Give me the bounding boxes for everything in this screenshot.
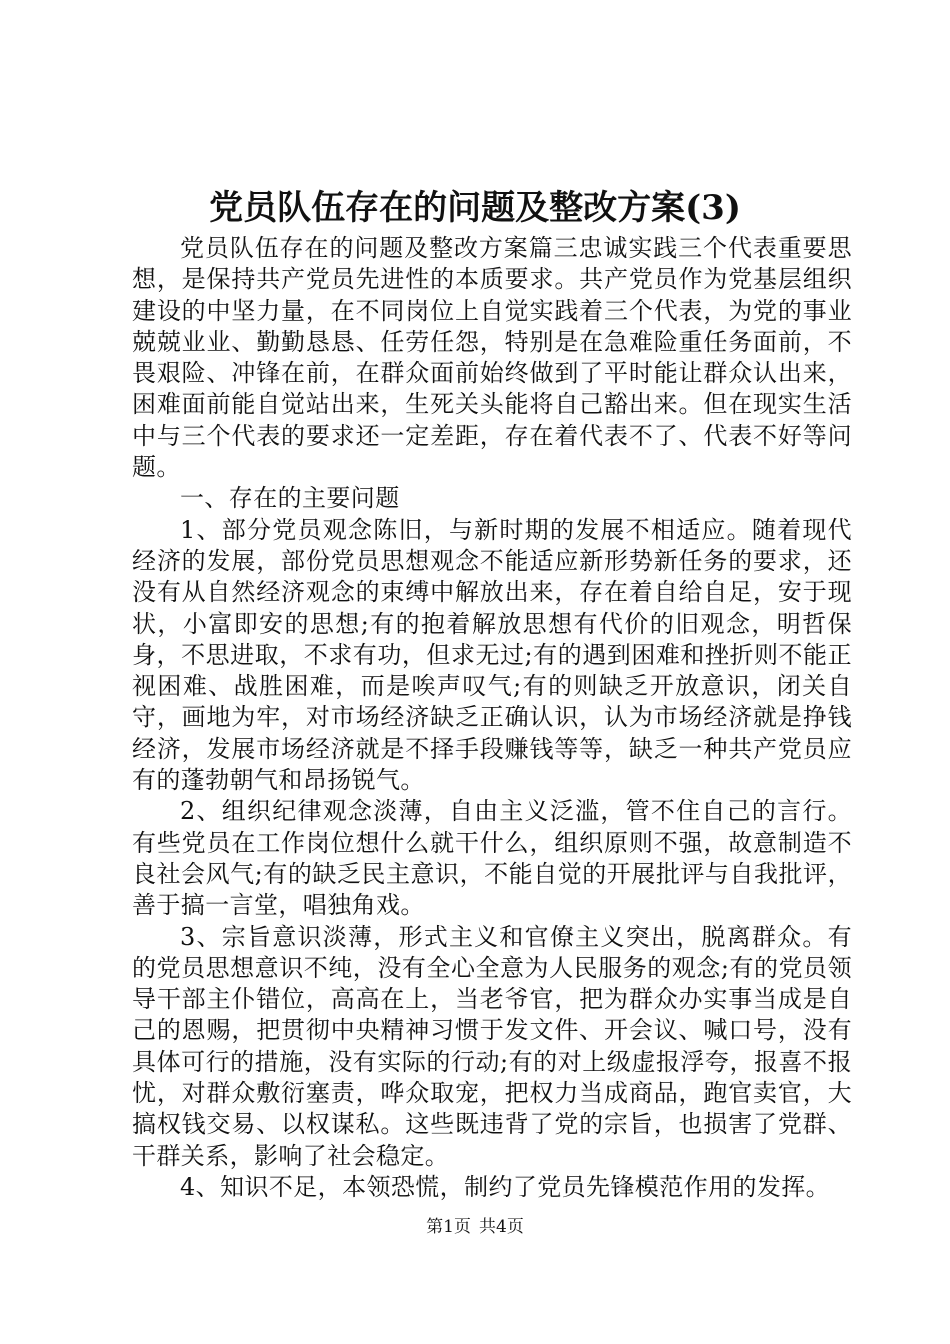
document-title: 党员队伍存在的问题及整改方案(3) (209, 188, 741, 228)
section-heading: 一、存在的主要问题 (180, 484, 400, 513)
paragraph-item-2: 2、组织纪律观念淡薄，自由主义泛滥，管不住自己的言行。有些党员在工作岗位想什么就干什么，组织原则不强，故意制造不良社会风气;有的缺乏民主意识，不能自觉的开展批评与自我批评，善于搞一言堂，唱独角戏。 (132, 797, 852, 920)
page-total: 共4页 (479, 1217, 524, 1237)
paragraph-intro: 党员队伍存在的问题及整改方案篇三忠诚实践三个代表重要思想，是保持共产党员先进性的本质要求。共产党员作为党基层组织建设的中坚力量，在不同岗位上自觉实践着三个代表，为党的事业兢兢业业、勤勤恳恳、任劳任怨，特别是在急难险重任务面前，不畏艰险、冲锋在前，在群众面前始终做到了平时能让群众认出来，困难面前能自觉站出来，生死关头能将自己豁出来。但在现实生活中与三个代表的要求还一定差距，存在着代表不了、代表不好等问题。 (132, 234, 852, 482)
paragraph-item-1: 1、部分党员观念陈旧，与新时期的发展不相适应。随着现代经济的发展，部份党员思想观念不能适应新形势新任务的要求，还没有从自然经济观念的束缚中解放出来，存在着自给自足，安于现状，小富即安的思想;有的抱着解放思想有代价的旧观念，明哲保身，不思进取，不求有功，但求无过;有的遇到困难和挫折则不能正视困难、战胜困难，而是唉声叹气;有的则缺乏开放意识，闭关自守，画地为牢，对市场经济缺乏正确认识，认为市场经济就是挣钱经济，发展市场经济就是不择手段赚钱等等，缺乏一种共产党员应有的蓬勃朝气和昂扬锐气。 (132, 515, 852, 795)
paragraph-item-3: 3、宗旨意识淡薄，形式主义和官僚主义突出，脱离群众。有的党员思想意识不纯，没有全心全意为人民服务的观念;有的党员领导干部主仆错位，高高在上，当老爷官，把为群众办实事当成是自己的恩赐，把贯彻中央精神习惯于发文件、开会议、喊口号，没有具体可行的措施，没有实际的行动;有的对上级虚报浮夸，报喜不报忧，对群众敷衍塞责，哗众取宠，把权力当成商品，跑官卖官，大搞权钱交易、以权谋私。这些既违背了党的宗旨，也损害了党群、干群关系，影响了社会稳定。 (132, 922, 852, 1170)
page-number: 第1页 (426, 1217, 471, 1237)
document-body (132, 233, 852, 1203)
page-footer (0, 1215, 950, 1239)
paragraph-item-4: 4、知识不足，本领恐慌，制约了党员先锋模范作用的发挥。 (180, 1172, 831, 1201)
